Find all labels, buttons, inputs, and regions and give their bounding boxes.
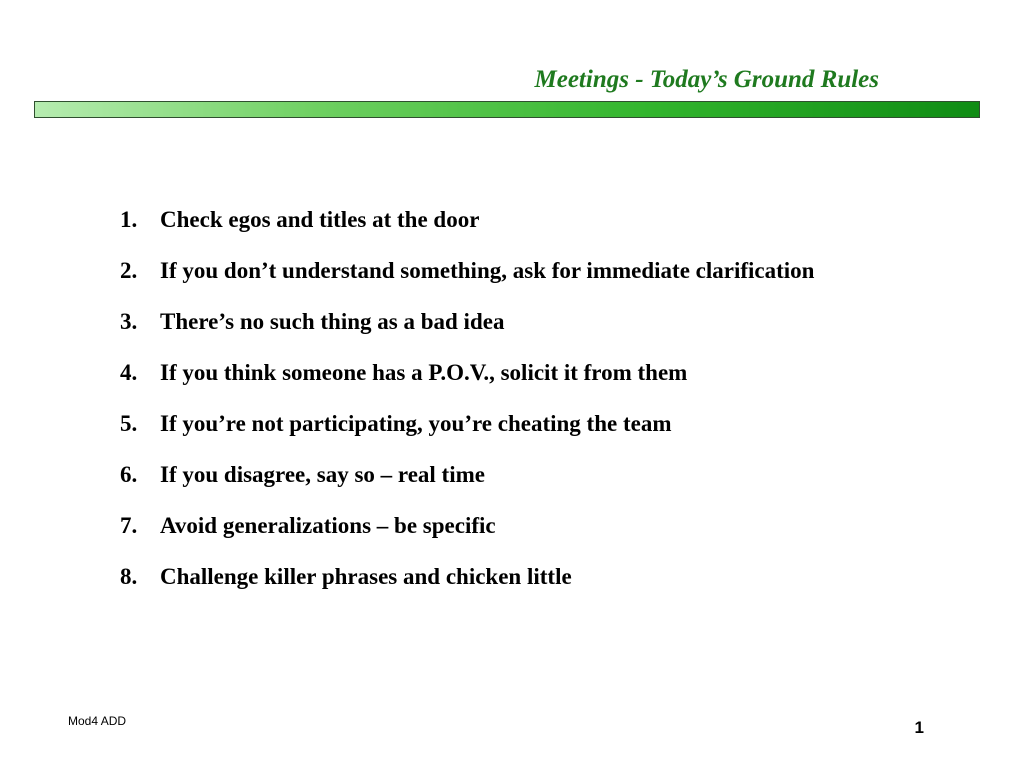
rule-item xyxy=(120,560,840,594)
rule-number: 3. xyxy=(120,309,138,334)
rule-item xyxy=(120,356,840,390)
rule-item xyxy=(120,407,840,441)
rule-number: 2. xyxy=(120,258,138,283)
rule-text: If you’re not participating, you’re cheating the team xyxy=(160,411,672,436)
rule-text: If you don’t understand something, ask for immediate clarification xyxy=(160,258,815,283)
rule-number: 1. xyxy=(120,207,138,232)
rule-text: There’s no such thing as a bad idea xyxy=(160,309,505,334)
rule-number: 8. xyxy=(120,564,138,589)
rule-number: 6. xyxy=(120,462,138,487)
rule-text: If you disagree, say so – real time xyxy=(160,462,485,487)
rule-text: Challenge killer phrases and chicken little xyxy=(160,564,572,589)
rule-number: 5. xyxy=(120,411,138,436)
rule-text: Avoid generalizations – be specific xyxy=(160,513,496,538)
slide-title: Meetings - Today’s Ground Rules xyxy=(534,66,879,93)
rule-text: Check egos and titles at the door xyxy=(160,207,480,232)
rule-item xyxy=(120,254,840,288)
rule-item xyxy=(120,509,840,543)
ground-rules-list xyxy=(120,203,840,611)
page-number: 1 xyxy=(914,718,924,737)
rule-item xyxy=(120,458,840,492)
rule-text: If you think someone has a P.O.V., solicit it from them xyxy=(160,360,688,385)
title-gradient-bar xyxy=(34,101,980,118)
footer-module-label: Mod4 ADD xyxy=(68,714,127,728)
rule-number: 4. xyxy=(120,360,138,385)
rule-number: 7. xyxy=(120,513,138,538)
rule-item xyxy=(120,305,840,339)
rule-item xyxy=(120,203,840,237)
